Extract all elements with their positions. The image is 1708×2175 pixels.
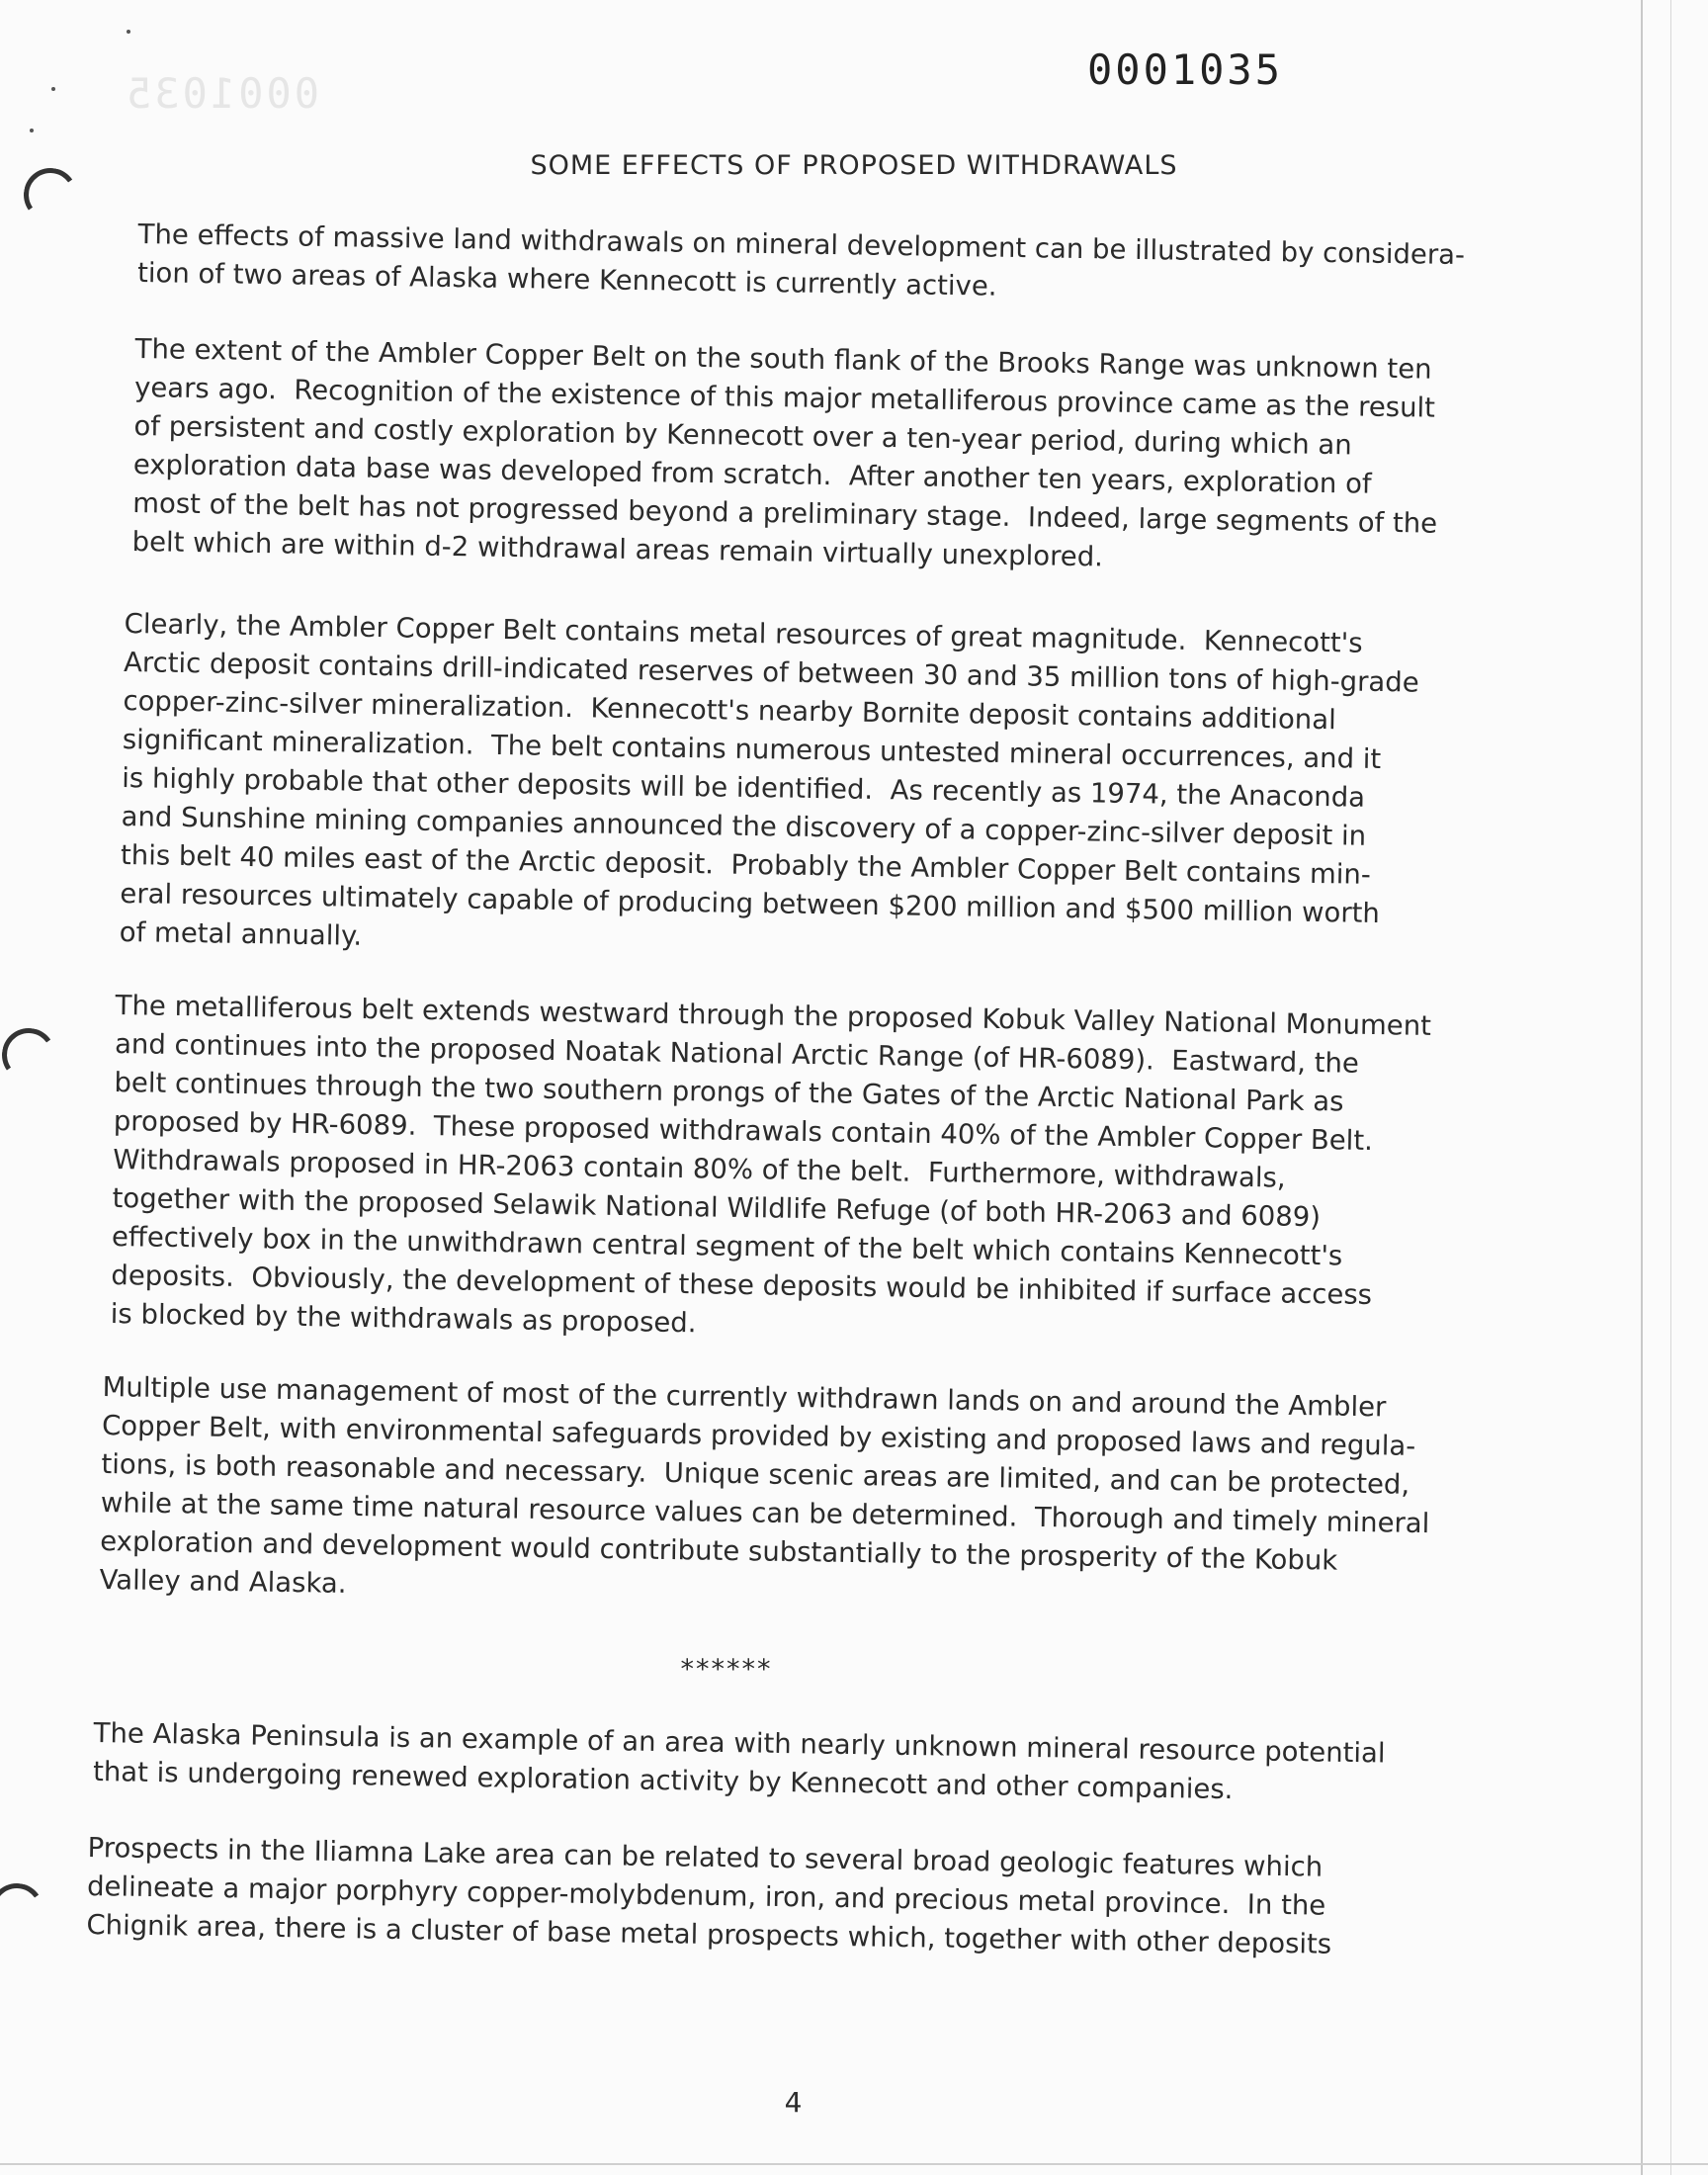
page-title: SOME EFFECTS OF PROPOSED WITHDRAWALS	[530, 150, 1178, 181]
page-edge-bottom	[0, 2163, 1708, 2165]
document-number: 0001035	[1087, 45, 1284, 94]
page-edge-right-inner	[1670, 0, 1671, 2175]
paragraph-alaska-peninsula: The Alaska Peninsula is an example of an area with nearly unknown mineral resource potential that is undergoing renewed exploration activity by Kennecott and other companies.	[92, 1716, 1386, 1806]
section-separator: ******	[680, 1654, 773, 1685]
paragraph-iliamna-lake: Prospects in the Iliamna Lake area can be related to several broad geologic features which delineate a major porphyry copper-molybdenum, iron, and precious metal province. In the Chignik area, there is a cluster of base metal prospects which, together with other deposits	[86, 1831, 1332, 1960]
speck	[127, 30, 130, 34]
paragraph-ambler-extent: The extent of the Ambler Copper Belt on the south flank of the Brooks Range was unknown ten years ago. Recognition of the existence of this major metalliferous province came as the result of persistent and costly exploration by Kennecott over a ten-year period, during which an exploration data base was developed from scratch. After another ten years, exploration of most of the belt has not progressed beyond a preliminary stage. Indeed, large segments of the belt which are within d-2 withdrawal areas remain virtually unexplored.	[131, 332, 1438, 573]
page-edge-right	[1641, 0, 1643, 2175]
paragraph-intro: The effects of massive land withdrawals on mineral development can be illustrated by considera- tion of two areas of Alaska where Kennecott is currently active.	[136, 218, 1466, 303]
punch-hole-middle	[0, 1024, 59, 1087]
speck	[30, 129, 34, 132]
punch-hole-bottom	[0, 1879, 47, 1942]
paragraph-ambler-resources: Clearly, the Ambler Copper Belt contains metal resources of great magnitude. Kennecott's Arctic deposit contains drill-indicated reserves of between 30 and 35 million tons of high-grade copper-zinc-silver mineralization. Kennecott's nearby Bornite deposit contains additional significant mineralization. The belt contains numerous untested mineral occurrences, and it is highly probable that other deposits will be identified. As recently as 1974, the Anaconda and Sunshine mining companies announced the discovery of a copper-zinc-silver deposit in this belt 40 miles east of the Arctic deposit. Probably the Ambler Copper Belt contains min- eral resources ultimately capable of producing between $200 million and $500 million worth of metal annually.	[119, 607, 1419, 952]
speck	[51, 87, 55, 91]
bleed-through-document-number: 0001035	[124, 69, 320, 118]
paragraph-multiple-use: Multiple use management of most of the currently withdrawn lands on and around the Ambler Copper Belt, with environmental safeguards provided by existing and proposed laws and regula- tions, is both reasonable and necessary. Unique scenic areas are limited, and can be protected, while at the same time natural resource values can be determined. Thorough and timely mineral exploration and development would contribute substantially to the prosperity of the Kobuk Valley and Alaska.	[99, 1370, 1430, 1600]
paragraph-metalliferous-belt: The metalliferous belt extends westward through the proposed Kobuk Valley National Monument and continues into the proposed Noatak National Arctic Range (of HR-6089). Eastward, the belt continues through the two southern prongs of the Gates of the Arctic National Park as proposed by HR-6089. These proposed withdrawals contain 40% of the Ambler Copper Belt. Withdrawals proposed in HR-2063 contain 80% of the belt. Furthermore, withdrawals, together with the proposed Selawik National Wildlife Refuge (of both HR-2063 and 6089) effectively box in the unwithdrawn central segment of the belt which contains Kennecott's deposits. Obviously, the development of these deposits would be inhibited if surface access is blocked by the withdrawals as proposed.	[110, 989, 1432, 1340]
page-number: 4	[784, 2086, 803, 2119]
